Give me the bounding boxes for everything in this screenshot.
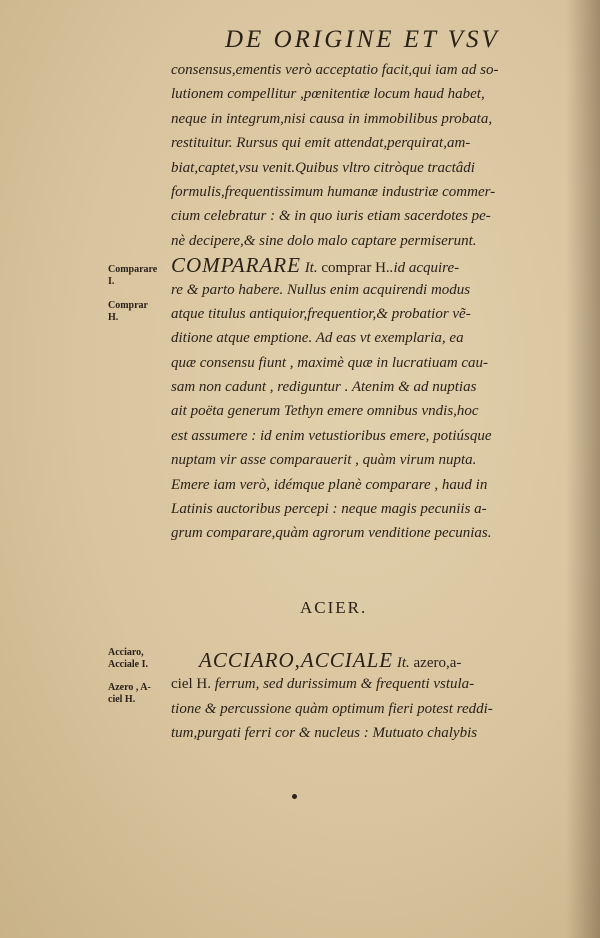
section-title: ACIER. [300, 598, 368, 617]
margin-line: Acciale I. [108, 659, 148, 670]
margin-line: Azero , A- [108, 682, 151, 693]
text-line: quæ consensu fiunt , maximè quæ in lucratiuam cau- [171, 354, 489, 371]
running-header: DE ORIGINE ET VSV [225, 26, 500, 53]
text-line: restituitur. Rursus qui emit attendat,perquirat,am- [171, 135, 471, 152]
text-line: atque titulus antiquior,frequentior,& probatior vẽ- [171, 305, 471, 322]
margin-line: Acciaro, [108, 647, 144, 658]
margin-note [108, 682, 172, 706]
text-line: biat,captet,vsu venit.Quibus vltro citròque tractâdi [171, 159, 475, 176]
headword-comparare: COMPARARE [171, 253, 301, 278]
vernacular-word: azero,a- [413, 655, 462, 671]
page-edge-shadow [566, 0, 600, 938]
lang-tag: It. [304, 260, 318, 277]
lang-tag: It. [396, 655, 410, 671]
text-line: sam non cadunt , rediguntur . Atenim & ad nuptias [171, 379, 477, 396]
margin-line: ciel H. [108, 694, 136, 705]
text-line: nè decipere,& sine dolo malo captare permiserunt. [171, 232, 477, 249]
text-line: cium celebratur : & in quo iuris etiam sacerdotes pe- [171, 208, 491, 225]
text-line: formulis,frequentissimum humanæ industriæ commer- [171, 183, 496, 200]
text-line: nuptam vir asse comparauerit , quàm virum nupta. [171, 452, 477, 469]
text-line: est assumere : id enim vetustioribus emere, potiúsque [171, 427, 492, 444]
vernacular-word: ciel [171, 676, 193, 693]
margin-line: H. [108, 312, 119, 323]
margin-line: Comprar [108, 300, 148, 311]
text-line: ditione atque emptione. Ad eas vt exemplaria, ea [171, 330, 464, 347]
text-line: Latinis auctoribus percepi : neque magis pecuniis a- [171, 501, 487, 518]
text-line: neque in integrum,nisi causa in immobilibus probata, [171, 110, 493, 127]
margin-note [108, 647, 172, 671]
acier-text-block [171, 648, 571, 746]
ink-speck [292, 794, 297, 799]
margin-note [108, 264, 172, 288]
text-line: grum comparare,quàm agrorum venditione pecunias. [171, 525, 492, 542]
text-fragment: .id acquire- [389, 260, 460, 277]
headword-acciaro: ACCIARO,ACCIALE [199, 648, 394, 672]
text-line [171, 672, 571, 696]
lang-tag: H. [196, 676, 211, 693]
text-fragment: ferrum, sed durissimum & frequenti vstula- [214, 676, 475, 693]
text-line: tum,purgati ferri cor & nucleus : Mutuato chalybis [171, 725, 478, 742]
text-line: ait poëta generum Tethyn emere omnibus vndis,hoc [171, 403, 479, 420]
entry-first-line [171, 253, 571, 277]
margin-line: I. [108, 276, 115, 287]
text-line: consensus,ementis verò acceptatio facit,qui iam ad so- [171, 62, 499, 78]
vernacular-word: comprar [321, 260, 372, 277]
lang-tag: H. [375, 260, 390, 277]
text-line: lutionem compellitur ,pœnitentiæ locum haud habet, [171, 86, 485, 103]
main-text-block [171, 58, 571, 546]
margin-note [108, 300, 172, 324]
text-line: Emere iam verò, idémque planè comparare , haud in [171, 476, 488, 493]
text-line: re & parto habere. Nullus enim acquirendi modus [171, 281, 471, 298]
text-line: tione & percussione quàm optimum fieri potest reddi- [171, 700, 493, 717]
margin-line: Comparare [108, 264, 158, 275]
entry-first-line [171, 648, 571, 672]
